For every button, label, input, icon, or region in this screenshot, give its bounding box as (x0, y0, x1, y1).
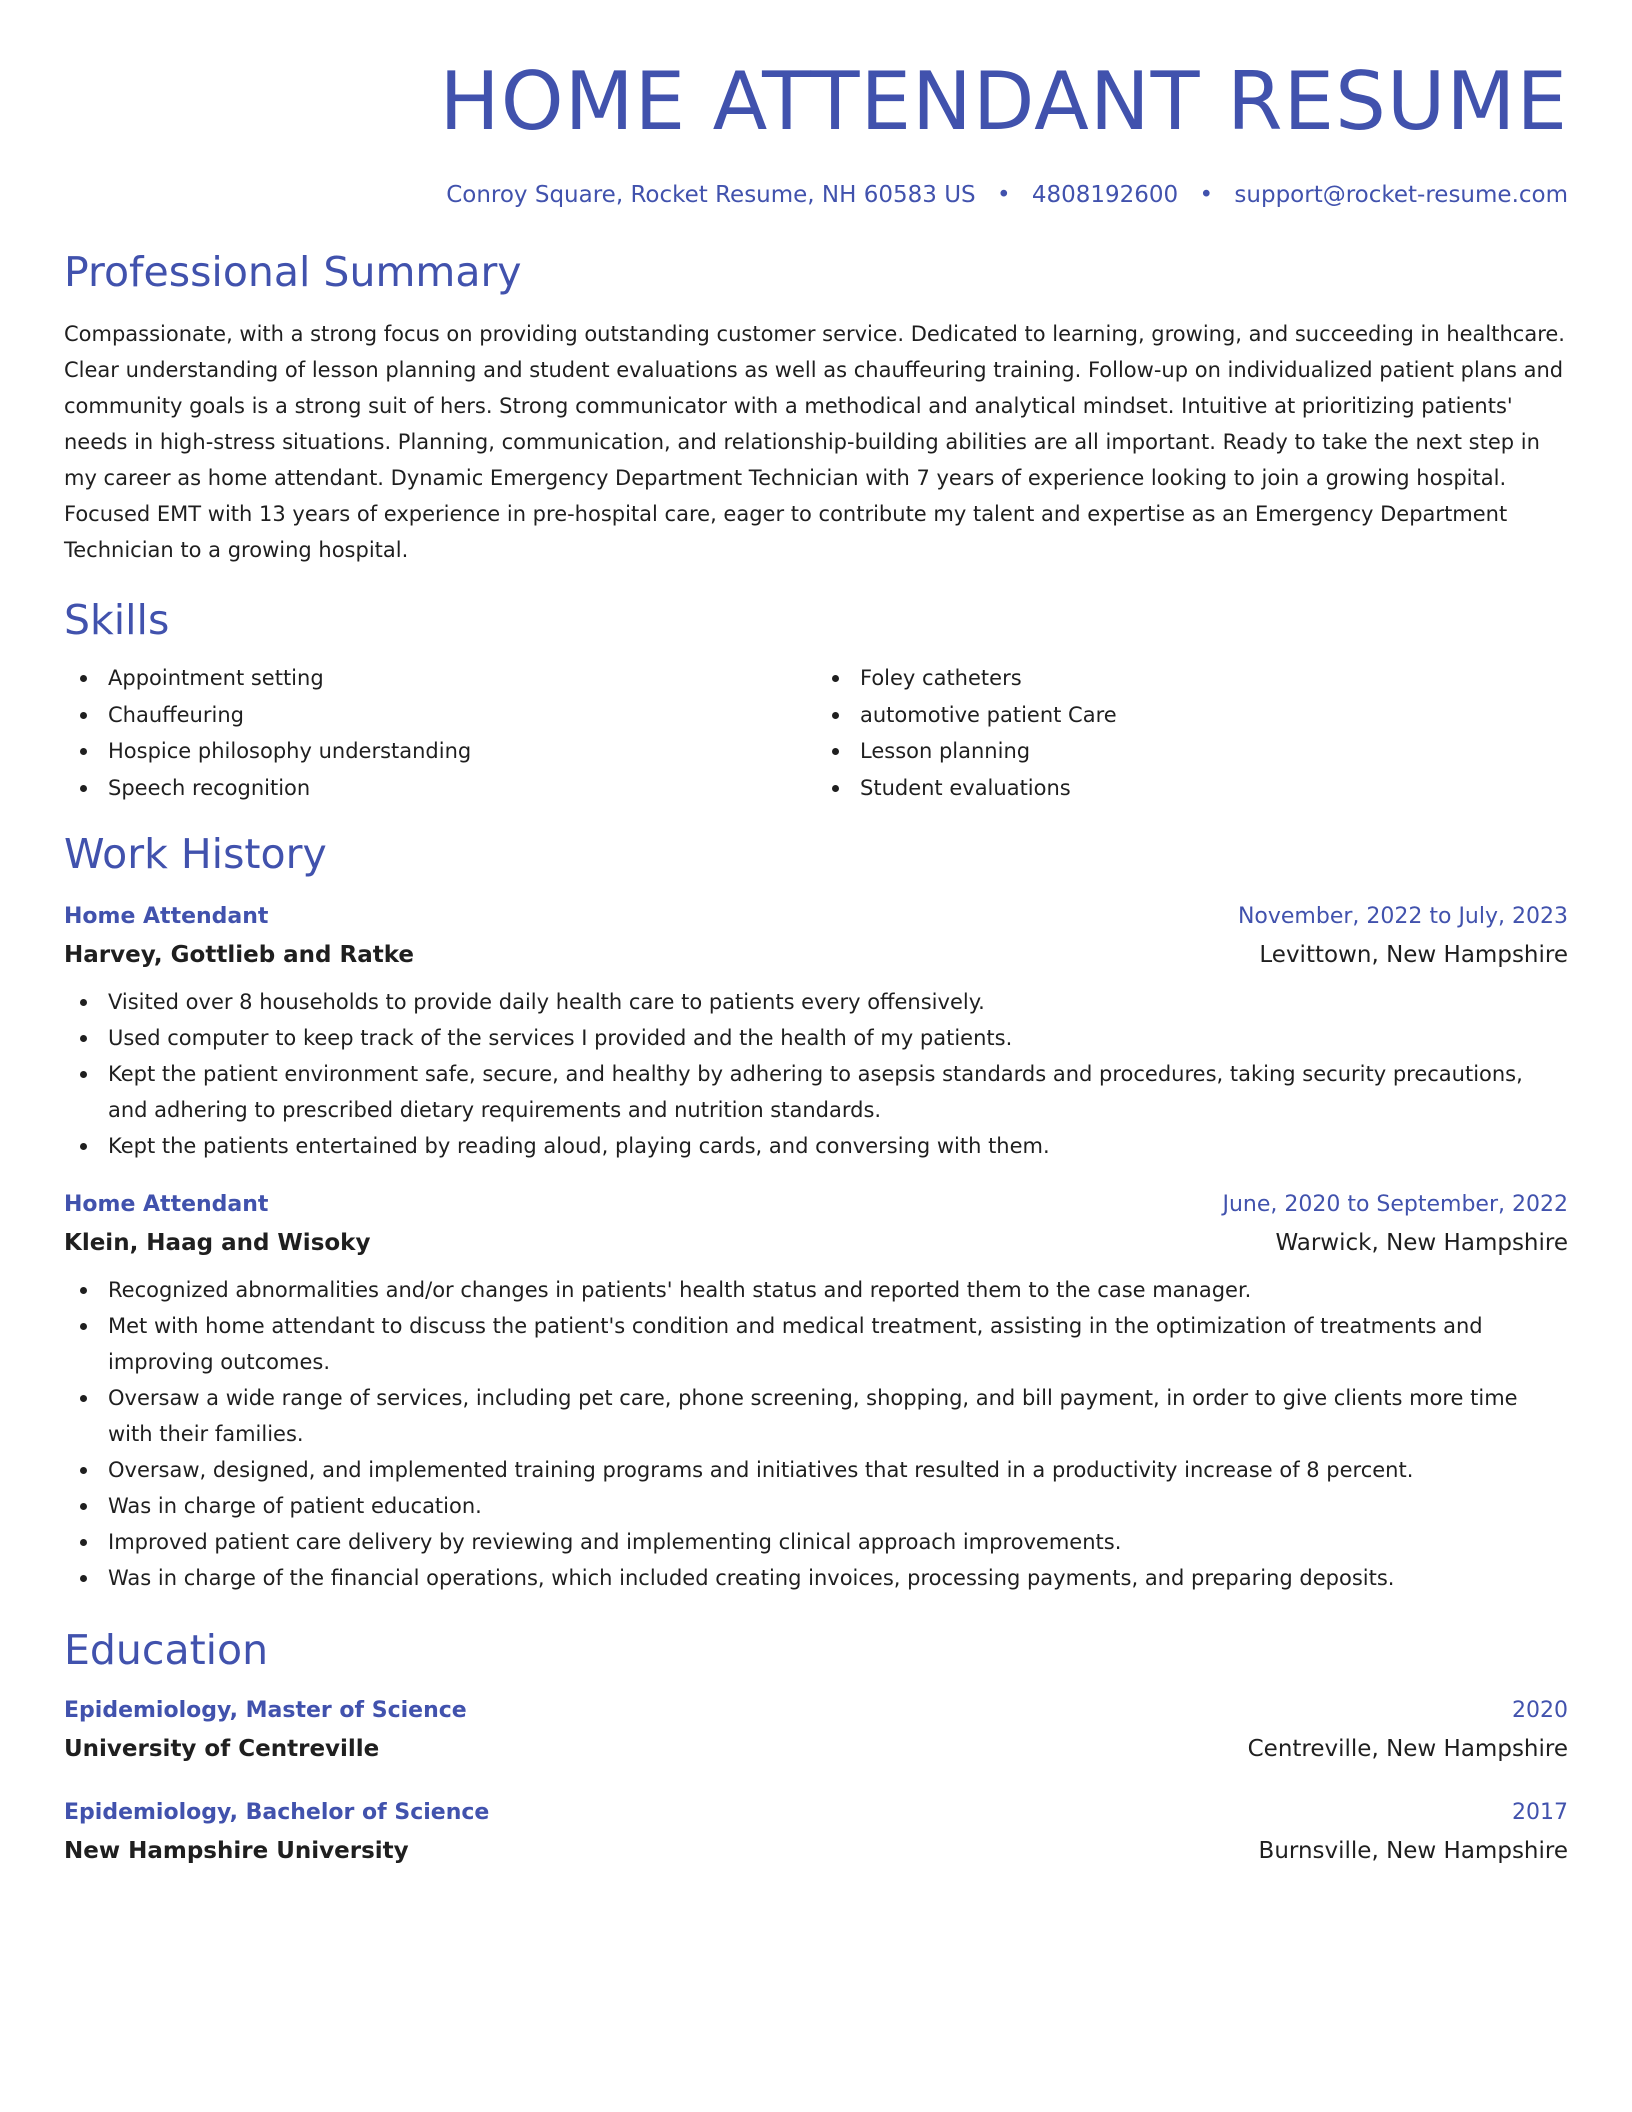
skill-item: Speech recognition (64, 770, 816, 806)
duty-item: Used computer to keep track of the services I provided and the health of my patients. (64, 1020, 1568, 1056)
duty-item: Met with home attendant to discuss the patient's condition and medical treatment, assisting in the optimization of treatments and improving outcomes. (64, 1308, 1568, 1380)
job-company-row (64, 938, 1568, 972)
school-row (64, 1732, 1568, 1766)
summary-heading: Professional Summary (64, 248, 522, 296)
contact-email: support@rocket-resume.com (1234, 182, 1568, 208)
job-entry (64, 1188, 1568, 1596)
job-dates: June, 2020 to September, 2022 (1222, 1192, 1568, 1217)
job-company-row (64, 1226, 1568, 1260)
contact-phone: 4808192600 (1031, 182, 1179, 208)
duty-item: Kept the patients entertained by reading aloud, playing cards, and conversing with them. (64, 1128, 1568, 1164)
duty-item: Visited over 8 households to provide daily health care to patients every offensively. (64, 984, 1568, 1020)
skill-item: Chauffeuring (64, 697, 816, 733)
skills-list (64, 660, 1568, 806)
job-location: Warwick, New Hampshire (1275, 1230, 1568, 1256)
job-duties (64, 984, 1568, 1164)
skill-item: Appointment setting (64, 660, 816, 696)
resume-title: HOME ATTENDANT RESUME (439, 55, 1568, 148)
degree-row (64, 1796, 1568, 1830)
skills-heading: Skills (64, 596, 170, 644)
degree-title: Epidemiology, Master of Science (64, 1698, 467, 1723)
duty-item: Recognized abnormalities and/or changes in patients' health status and reported them to the case manager. (64, 1272, 1568, 1308)
job-location: Levittown, New Hampshire (1259, 942, 1568, 968)
job-title-row (64, 1188, 1568, 1222)
skill-item: Lesson planning (816, 733, 1568, 769)
contact-address: Conroy Square, Rocket Resume, NH 60583 US (446, 182, 976, 208)
job-title: Home Attendant (64, 904, 269, 929)
skill-item: automotive patient Care (816, 697, 1568, 733)
job-entry (64, 900, 1568, 1164)
work-history-heading: Work History (64, 830, 327, 878)
education-entry (64, 1796, 1568, 1868)
degree-year: 2020 (1512, 1698, 1568, 1723)
degree-year: 2017 (1512, 1800, 1568, 1825)
duty-item: Oversaw a wide range of services, including pet care, phone screening, shopping, and bill payment, in order to give clients more time with their families. (64, 1380, 1568, 1452)
duty-item: Improved patient care delivery by reviewing and implementing clinical approach improvements. (64, 1524, 1568, 1560)
job-dates: November, 2022 to July, 2023 (1237, 904, 1568, 929)
school-row (64, 1834, 1568, 1868)
degree-row (64, 1694, 1568, 1728)
skills-column-right (816, 660, 1568, 806)
skill-item: Foley catheters (816, 660, 1568, 696)
school-location: Burnsville, New Hampshire (1258, 1838, 1568, 1864)
education-heading: Education (64, 1626, 269, 1674)
contact-separator: • (1199, 182, 1214, 208)
degree-title: Epidemiology, Bachelor of Science (64, 1800, 490, 1825)
summary-text: Compassionate, with a strong focus on providing outstanding customer service. Dedicated to learning, growing, and succeeding in healthcare. Clear understanding of lesson planning and student evaluations as well as chauffeuring training. Follow-up on individualized patient plans and community goals is a strong suit of hers. Strong communicator with a methodical and analytical mindset. Intuitive at prioritizing patients' needs in high-stress situations. Planning, communication, and relationship-building abilities are all important. Ready to take the next step in my career as home attendant. Dynamic Emergency Department Technician with 7 years of experience looking to join a growing hospital. Focused EMT with 13 years of experience in pre-hospital care, eager to contribute my talent and expertise as an Emergency Department Technician to a growing hospital. (64, 322, 1565, 562)
skills-column-left (64, 660, 816, 806)
job-company: Harvey, Gottlieb and Ratke (64, 942, 415, 968)
duty-item: Kept the patient environment safe, secure, and healthy by adhering to asepsis standards and procedures, taking security precautions, and adhering to prescribed dietary requirements and nutrition standards. (64, 1056, 1568, 1128)
job-company: Klein, Haag and Wisoky (64, 1230, 371, 1256)
job-title-row (64, 900, 1568, 934)
skill-item: Student evaluations (816, 770, 1568, 806)
education-entry (64, 1694, 1568, 1766)
duty-item: Was in charge of patient education. (64, 1488, 1568, 1524)
contact-line (64, 180, 1568, 210)
school-name: New Hampshire University (64, 1838, 409, 1864)
school-location: Centreville, New Hampshire (1247, 1736, 1568, 1762)
job-title: Home Attendant (64, 1192, 269, 1217)
duty-item: Oversaw, designed, and implemented training programs and initiatives that resulted in a productivity increase of 8 percent. (64, 1452, 1568, 1488)
school-name: University of Centreville (64, 1736, 380, 1762)
contact-separator: • (996, 182, 1011, 208)
skill-item: Hospice philosophy understanding (64, 733, 816, 769)
duty-item: Was in charge of the financial operations, which included creating invoices, processing payments, and preparing deposits. (64, 1560, 1568, 1596)
job-duties (64, 1272, 1568, 1596)
